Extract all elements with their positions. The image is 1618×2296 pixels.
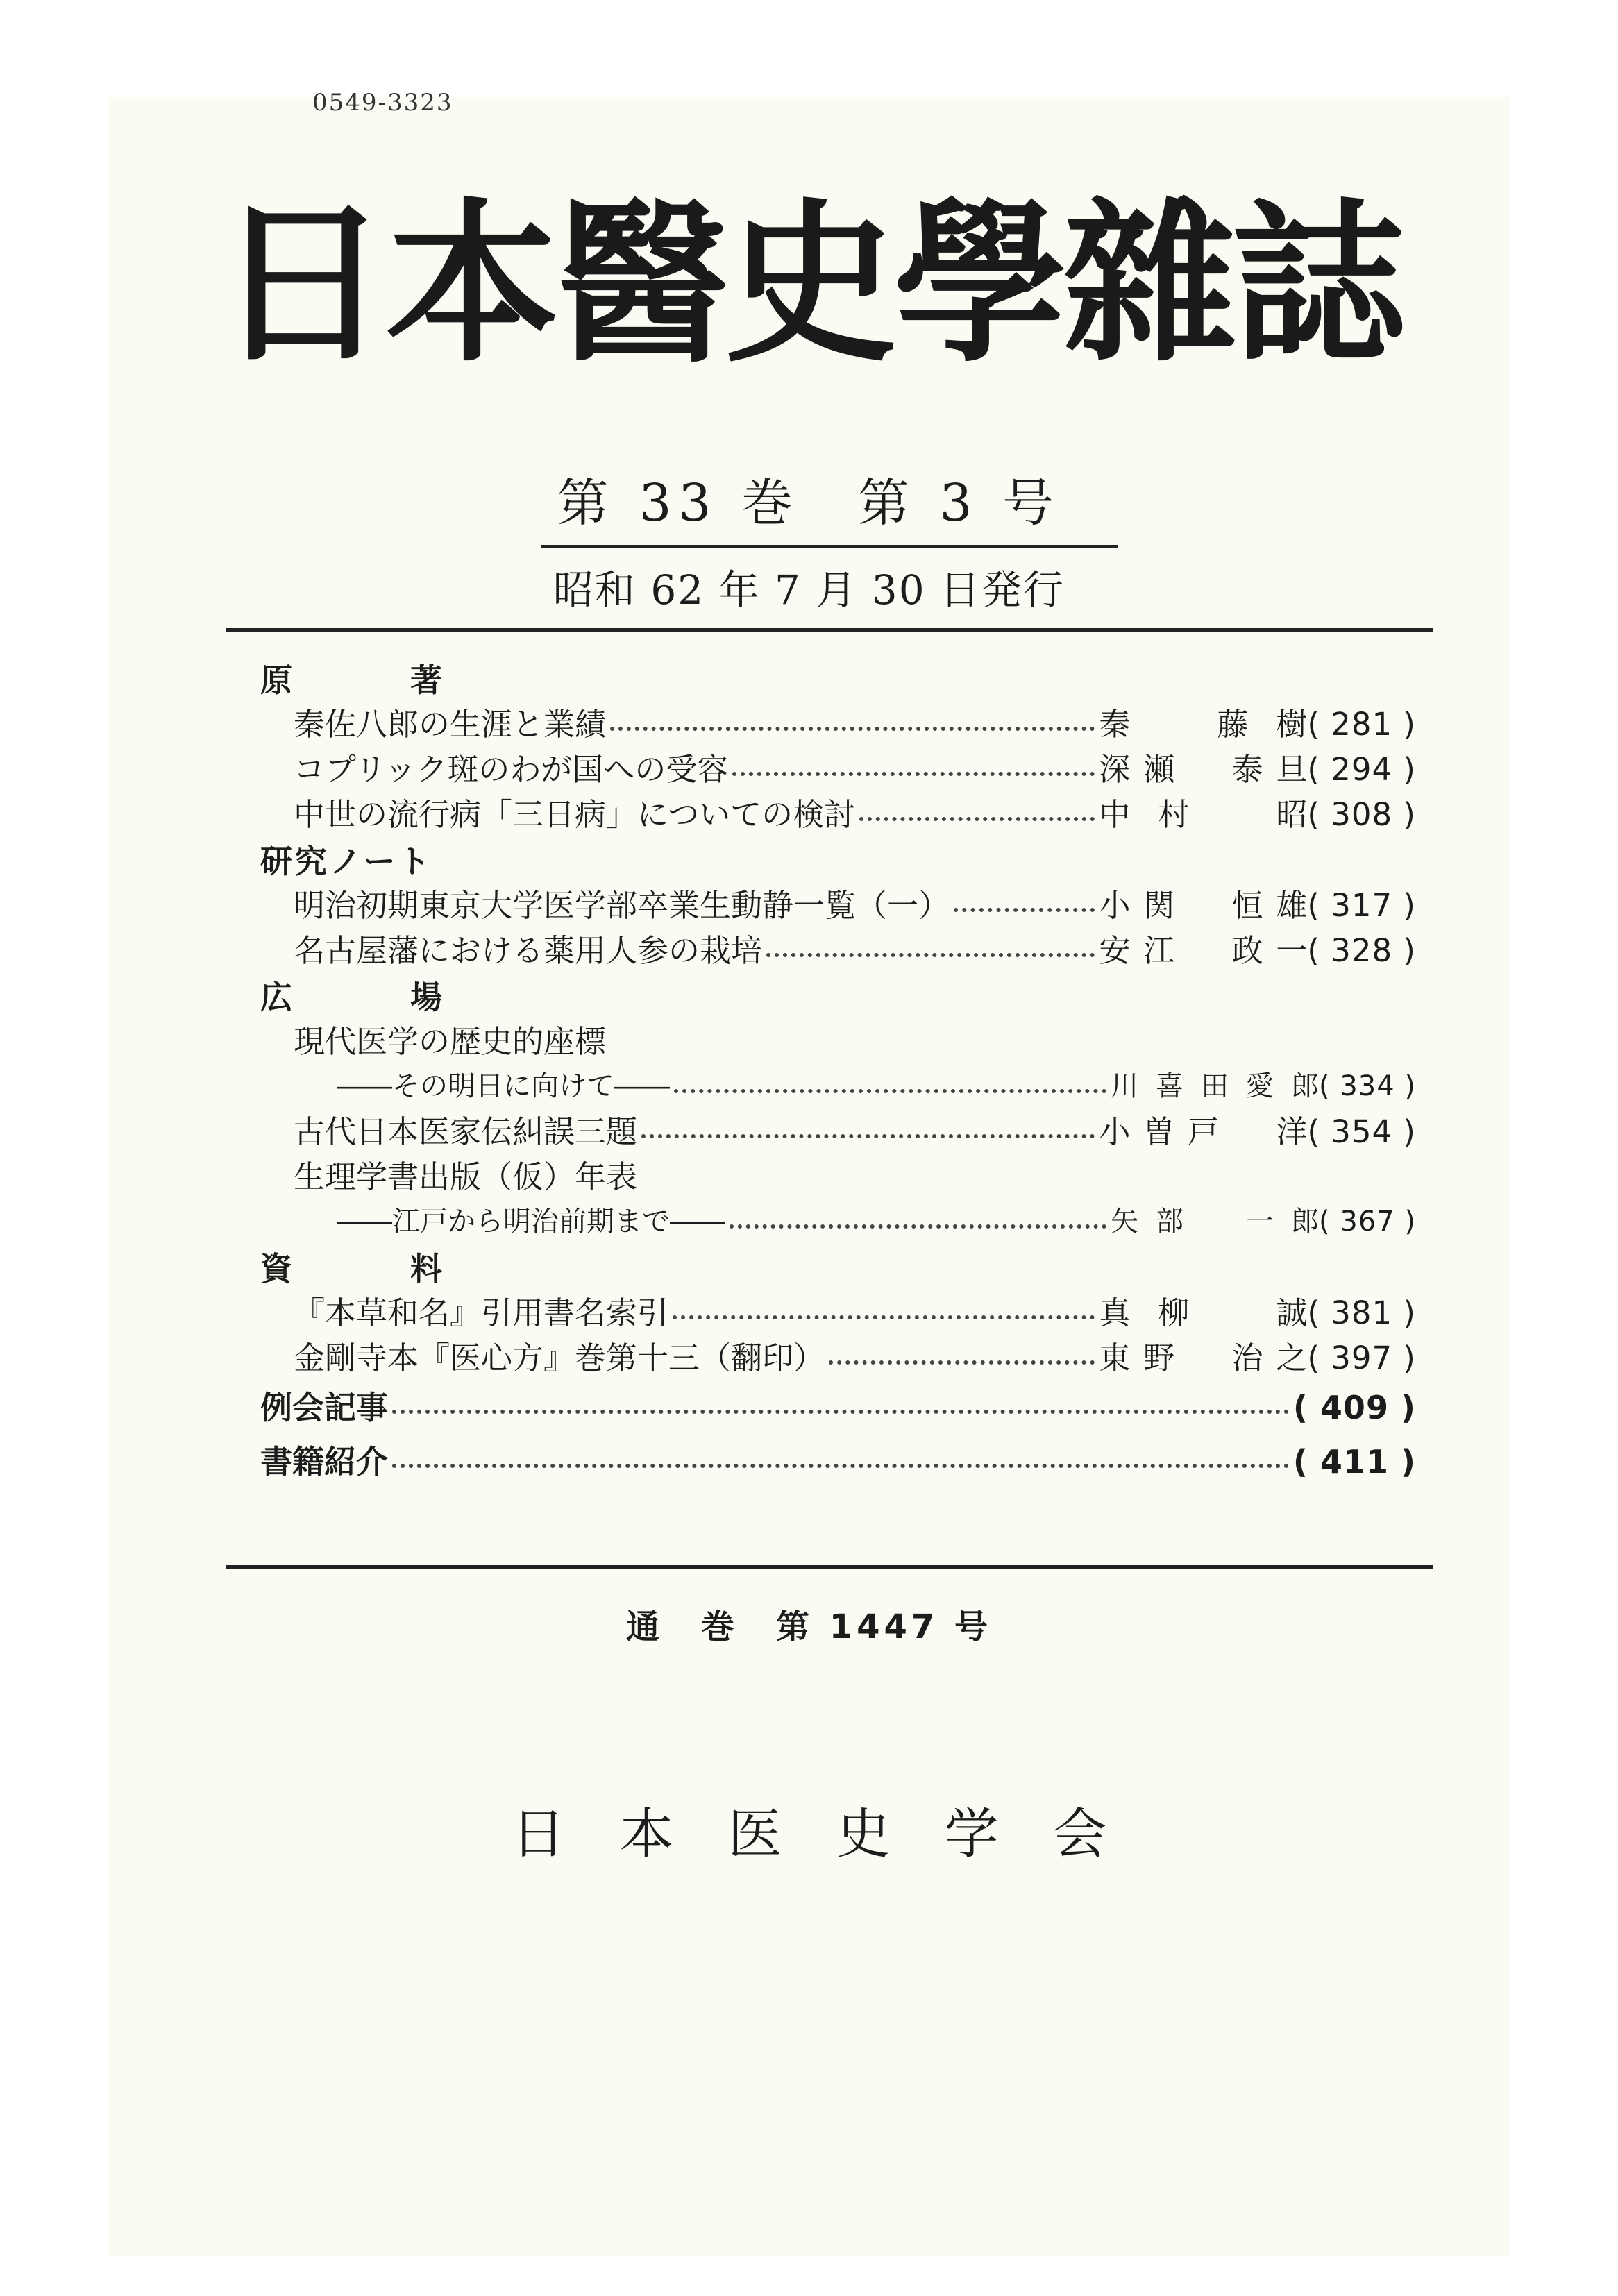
leader-dots — [766, 953, 1095, 957]
entry-title: コプリック斑のわが国への受容 — [294, 751, 729, 788]
toc-entry[interactable] — [260, 747, 1416, 792]
entry-author: 矢部 一郎 — [1111, 1206, 1319, 1238]
toc-entry-title-line[interactable] — [260, 1154, 1416, 1199]
toc-entry[interactable] — [260, 1199, 1416, 1244]
section-heading-research-notes: 研究ノート — [260, 843, 433, 880]
entry-page: ( 328 ) — [1307, 932, 1416, 969]
leader-dots — [829, 1360, 1095, 1365]
publisher-name: 日本医史学会 — [511, 1803, 1161, 1866]
entry-title: 金剛寺本『医心方』巻第十三（翻印） — [294, 1340, 825, 1376]
section-heading-materials: 資 料 — [260, 1250, 485, 1288]
section-heading-original-articles: 原 著 — [260, 661, 485, 699]
toc-top-rule — [226, 628, 1433, 632]
entry-page: ( 367 ) — [1319, 1206, 1416, 1238]
leader-dots — [673, 1315, 1095, 1319]
entry-page: ( 294 ) — [1307, 751, 1416, 788]
entry-author: 川喜田愛郎 — [1111, 1070, 1319, 1102]
toc-entry[interactable] — [260, 1335, 1416, 1381]
entry-author: 深瀬 泰旦 — [1099, 751, 1308, 788]
leader-dots — [732, 772, 1095, 776]
entry-page: ( 411 ) — [1292, 1443, 1416, 1480]
entry-title: 現代医学の歴史的座標 — [294, 1023, 607, 1060]
leader-dots — [641, 1134, 1095, 1138]
entry-author: 真柳 誠 — [1099, 1294, 1308, 1331]
entry-title: 秦佐八郎の生涯と業績 — [294, 706, 607, 743]
entry-title: 古代日本医家伝糾誤三題 — [294, 1113, 638, 1150]
volume-underline — [541, 545, 1118, 548]
leader-dots — [730, 1224, 1106, 1229]
leader-dots — [610, 727, 1095, 731]
journal-title: 日本醫史學雜誌 — [216, 183, 1402, 385]
toc-entry[interactable] — [260, 702, 1416, 747]
entry-title: 書籍紹介 — [260, 1443, 388, 1480]
entry-author: 小関 恒雄 — [1099, 887, 1308, 924]
entry-title: 名古屋藩における薬用人参の栽培 — [294, 932, 763, 969]
leader-dots — [392, 1464, 1289, 1468]
entry-page: ( 397 ) — [1307, 1340, 1416, 1376]
toc-entry-meeting-reports[interactable] — [260, 1381, 1416, 1435]
issn-number: 0549-3323 — [312, 89, 453, 117]
entry-subtitle: ――江戸から明治前期まで―― — [337, 1206, 725, 1238]
entry-title: 例会記事 — [260, 1389, 388, 1426]
volume-issue: 第 33 巻 第 3 号 — [557, 473, 1061, 533]
entry-author: 東野 治之 — [1099, 1340, 1308, 1376]
entry-author: 中村 昭 — [1099, 796, 1308, 833]
serial-number: 通 巻 第 1447 号 — [625, 1607, 993, 1646]
table-of-contents — [260, 656, 1416, 1489]
entry-page: ( 381 ) — [1307, 1294, 1416, 1331]
entry-subtitle: ――その明日に向けて―― — [337, 1070, 670, 1102]
leader-dots — [392, 1410, 1289, 1414]
toc-bottom-rule — [226, 1565, 1433, 1569]
toc-entry[interactable] — [260, 1064, 1416, 1109]
toc-entry-title-line[interactable] — [260, 1019, 1416, 1064]
entry-author: 小曽戸 洋 — [1099, 1113, 1308, 1150]
publication-date: 昭和 62 年 7 月 30 日発行 — [553, 566, 1065, 614]
entry-page: ( 354 ) — [1307, 1113, 1416, 1150]
leader-dots — [954, 908, 1095, 912]
toc-entry[interactable] — [260, 883, 1416, 928]
entry-page: ( 409 ) — [1292, 1389, 1416, 1426]
entry-title: 『本草和名』引用書名索引 — [294, 1294, 669, 1331]
section-heading-forum: 広 場 — [260, 979, 485, 1016]
toc-entry-book-reviews[interactable] — [260, 1435, 1416, 1489]
entry-author: 安江 政一 — [1099, 932, 1308, 969]
toc-entry[interactable] — [260, 1109, 1416, 1154]
toc-entry[interactable] — [260, 1290, 1416, 1335]
entry-author: 秦 藤樹 — [1099, 706, 1308, 743]
leader-dots — [859, 817, 1095, 821]
entry-page: ( 334 ) — [1319, 1070, 1416, 1102]
entry-page: ( 308 ) — [1307, 796, 1416, 833]
leader-dots — [674, 1089, 1106, 1093]
entry-title: 中世の流行病「三日病」についての検討 — [294, 796, 856, 833]
entry-title: 明治初期東京大学医学部卒業生動静一覧（一） — [294, 887, 950, 924]
entry-title: 生理学書出版（仮）年表 — [294, 1158, 638, 1195]
toc-entry[interactable] — [260, 792, 1416, 837]
entry-page: ( 281 ) — [1307, 706, 1416, 743]
toc-entry[interactable] — [260, 928, 1416, 973]
entry-page: ( 317 ) — [1307, 887, 1416, 924]
